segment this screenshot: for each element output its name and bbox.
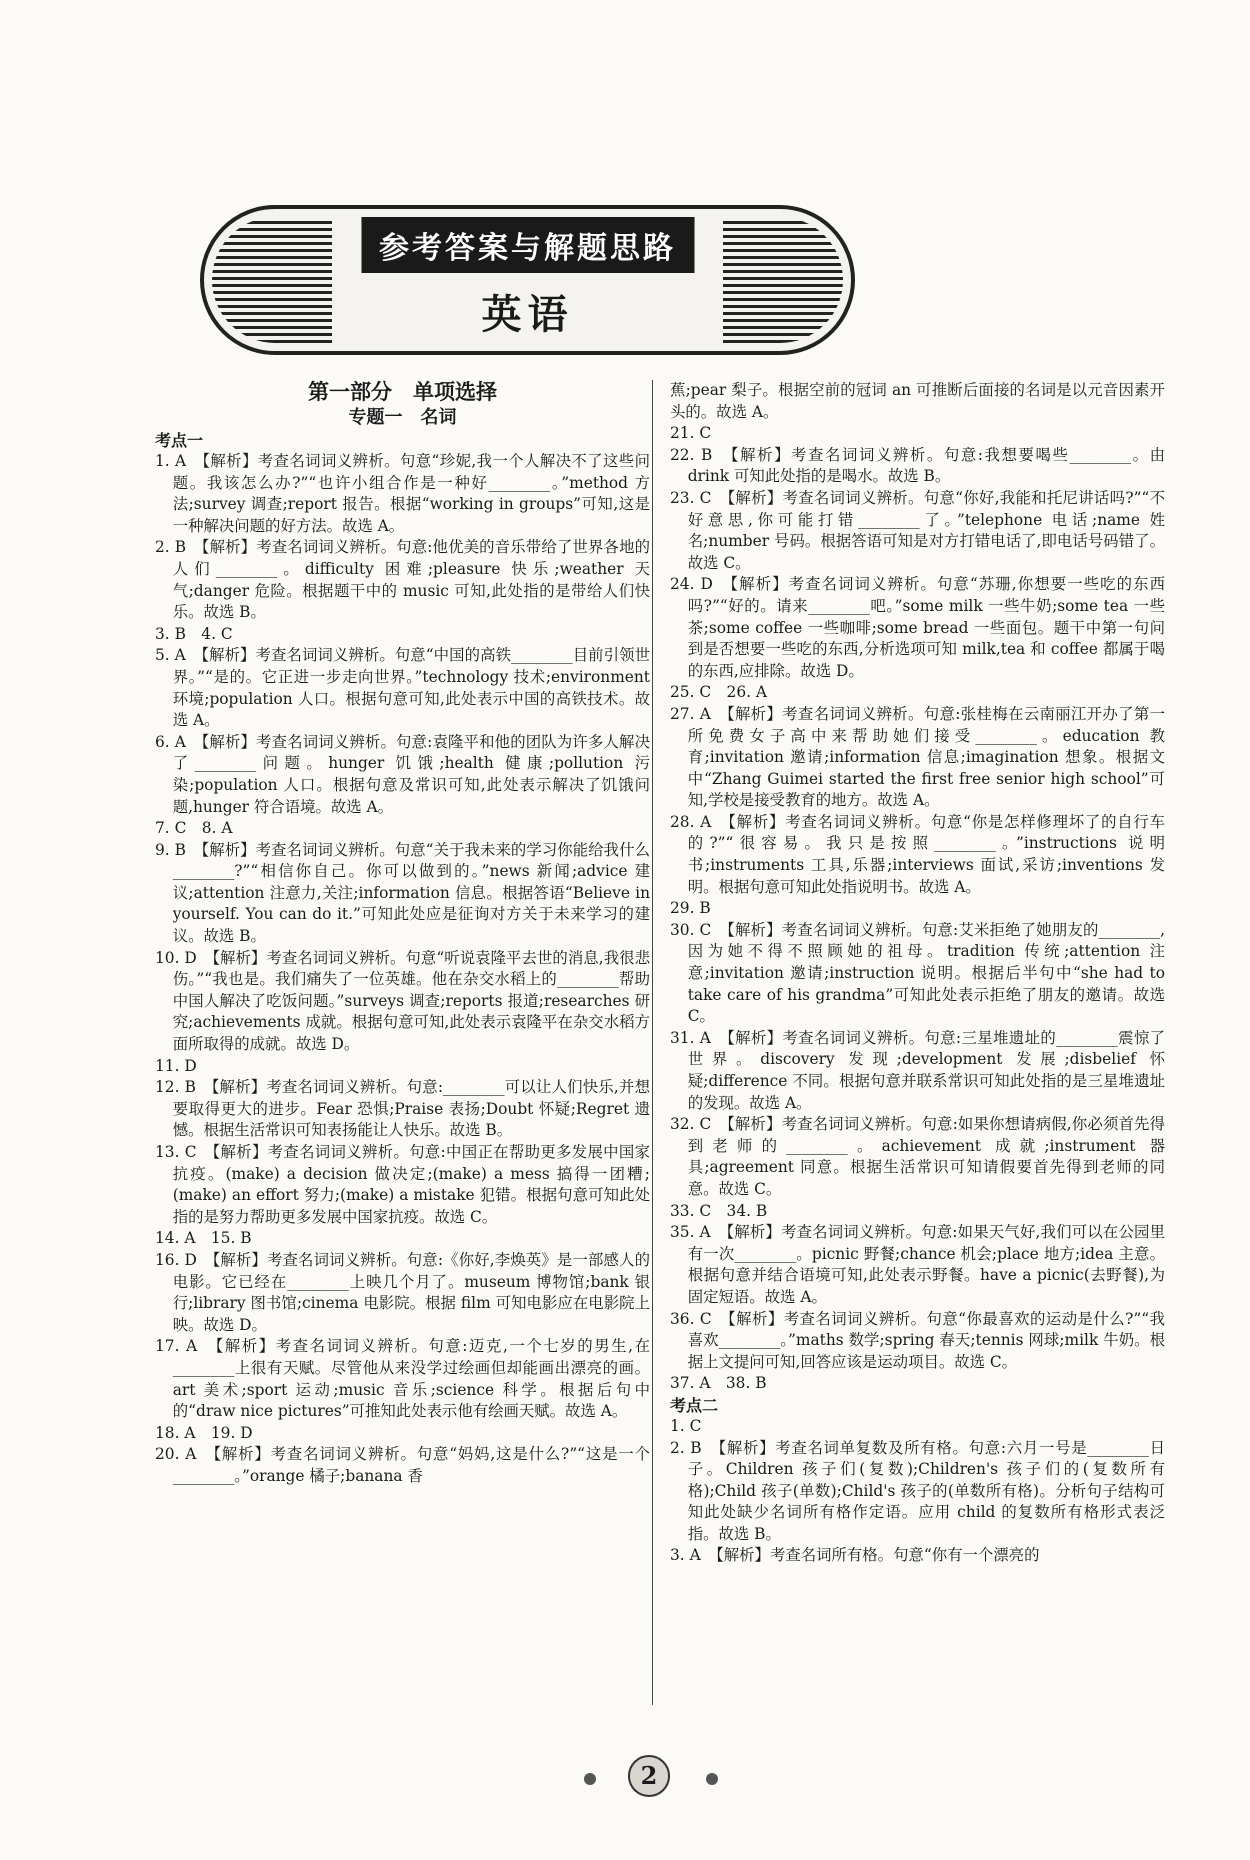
answer-entry: 36. C 【解析】考查名词词义辨析。句意“你最喜欢的运动是什么?”“我喜欢________。”maths 数学;spring 春天;tennis 网球;milk 牛奶。根据上文提问可知,回答应该是运动项目。故选 C。 xyxy=(670,1309,1165,1371)
banner-title: 参考答案与解题思路 xyxy=(361,217,694,273)
answer-entry: 33. C 34. B xyxy=(670,1201,768,1220)
answer-entry: 18. A 19. D xyxy=(155,1423,253,1442)
page-footer xyxy=(0,1755,1250,1805)
answer-entry: 28. A 【解析】考查名词词义辨析。句意“你是怎样修理坏了的自行车的?”“很容易。我只是按照________。”instructions 说明书;instruments 工具,乐器;interviews 面试,采访;inventions 发明。根据句意可知此处指说明书。故选 A。 xyxy=(670,812,1165,896)
answer-entry: 20. A 【解析】考查名词词义辨析。句意“妈妈,这是什么?”“这是一个________。”orange 橘子;banana 香 xyxy=(155,1445,650,1485)
left-column xyxy=(155,378,650,1488)
answer-entry: 13. C 【解析】考查名词词义辨析。句意:中国正在帮助更多发展中国家抗疫。(make) a decision 做决定;(make) a mess 搞得一团糟;(make) an effort 努力;(make) a mistake 犯错。根据句意可知此处指的是努力帮助更多发展中国家抗疫。故选 C。 xyxy=(155,1143,650,1226)
answer-entry: 1. A 【解析】考查名词词义辨析。句意“珍妮,我一个人解决不了这些问题。我该怎么办?”“也许小组合作是一种好________。”method 方法;survey 调查;report 报告。根据“working in groups”可知,这是一种解决问题的好方法。故选 A。 xyxy=(155,452,650,535)
answer-entry: 6. A 【解析】考查名词词义辨析。句意:袁隆平和他的团队为许多人解决了________问题。hunger 饥饿;health 健康;pollution 污染;population 人口。根据句意及常识可知,此处表示解决了饥饿问题,hunger 符合语境。故选 A。 xyxy=(155,732,650,816)
part-title: 第一部分 单项选择 xyxy=(308,380,497,404)
answer-entry: 11. D xyxy=(155,1056,197,1075)
answer-entry: 35. A 【解析】考查名词词义辨析。句意:如果天气好,我们可以在公园里有一次________。picnic 野餐;chance 机会;place 地方;idea 主意。根据句意并结合语境可知,此处表示野餐。have a picnic(去野餐),为固定短语。故选 A。 xyxy=(670,1223,1165,1306)
answer-entry: 30. C 【解析】考查名词词义辨析。句意:艾米拒绝了她朋友的________,因为她不得不照顾她的祖母。tradition 传统;attention 注意;invitation 邀请;instruction 说明。根据后半句中“she had to take care of his grandma”可知此处表示拒绝了朋友的邀请。故选 C。 xyxy=(670,920,1165,1026)
footer-dot-left xyxy=(584,1773,596,1785)
answer-entry: 21. C xyxy=(670,424,712,443)
answer-entry: 2. B 【解析】考查名词单复数及所有格。句意:六月一号是________日子。Children 孩子们(复数);Children's 孩子们的(复数所有格);Child 孩子(单数);Child's 孩子的(单数所有格)。分析句子结构可知此处缺少名词所有格作定语。应用 child 的复数所有格形式表泛指。故选 B。 xyxy=(670,1438,1165,1543)
answer-entry: 3. B 4. C xyxy=(155,624,233,643)
answer-entry: 16. D 【解析】考查名词词义辨析。句意:《你好,李焕英》是一部感人的电影。它已经在________上映几个月了。museum 博物馆;bank 银行;library 图书馆;cinema 电影院。根据 film 可知电影应在电影院上映。故选 D。 xyxy=(155,1250,650,1334)
answer-entry: 2. B 【解析】考查名词词义辨析。句意:他优美的音乐带给了世界各地的人们________。difficulty 困难;pleasure 快乐;weather 天气;danger 危险。根据题干中的 music 可知,此处指的是带给人们快乐。故选 B。 xyxy=(155,538,650,622)
banner-hatch-left xyxy=(212,217,332,343)
answer-entry: 32. C 【解析】考查名词词义辨析。句意:如果你想请病假,你必须首先得到老师的________。achievement 成就;instrument 器具;agreement 同意。根据生活常识可知请假要首先得到老师的同意。故选 C。 xyxy=(670,1115,1165,1198)
answer-entry: 9. B 【解析】考查名词词义辨析。句意“关于我未来的学习你能给我什么________?”“相信你自己。你可以做到的。”news 新闻;advice 建议;attention 注意力,关注;information 信息。根据答语“Believe in yourself. You can do it.”可知此处应是征询对方关于未来学习的建议。故选 B。 xyxy=(155,840,650,946)
answer-entry: 7. C 8. A xyxy=(155,819,233,838)
answer-entry: 27. A 【解析】考查名词词义辨析。句意:张桂梅在云南丽江开办了第一所免费女子高中来帮助她们接受________。education 教育;invitation 邀请;information 信息;imagination 想象。根据文中“Zhang Guimei started the first free senior high school”可知,学校是接受教育的地方。故选 A。 xyxy=(670,704,1165,810)
answer-entry: 14. A 15. B xyxy=(155,1229,252,1248)
right-column xyxy=(670,380,1165,1567)
answer-entry: 17. A 【解析】考查名词词义辨析。句意:迈克,一个七岁的男生,在________上很有天赋。尽管他从来没学过绘画但却能画出漂亮的画。art 美术;sport 运动;music 音乐;science 科学。根据后句中的“draw nice pictures”可推知此处表示他有绘画天赋。故选 A。 xyxy=(155,1337,650,1421)
answer-entry-continued: 蕉;pear 梨子。根据空前的冠词 an 可推断后面接的名词是以元音因素开头的。故选 A。 xyxy=(670,381,1165,421)
answer-entry: 31. A 【解析】考查名词词义辨析。句意:三星堆遗址的________震惊了世界。discovery 发现;development 发展;disbelief 怀疑;difference 不同。根据句意并联系常识可知此处指的是三星堆遗址的发现。故选 A。 xyxy=(670,1028,1166,1112)
answer-entry: 3. A 【解析】考查名词所有格。句意“你有一个漂亮的 xyxy=(670,1546,1040,1565)
answer-entry: 29. B xyxy=(670,899,711,918)
answer-entry: 25. C 26. A xyxy=(670,683,768,702)
answer-entry: 12. B 【解析】考查名词词义辨析。句意:________可以让人们快乐,并想要取得更大的进步。Fear 恐惧;Praise 表扬;Doubt 怀疑;Regret 遗憾。根据生活常识可知表扬能让人快乐。故选 B。 xyxy=(155,1078,650,1140)
exam-point-heading: 考点一 xyxy=(155,431,204,450)
banner-hatch-right xyxy=(723,217,843,343)
column-divider xyxy=(652,380,653,1705)
topic-title: 专题一 名词 xyxy=(348,407,457,428)
answer-entry: 1. C xyxy=(670,1416,702,1435)
exam-point-heading: 考点二 xyxy=(670,1395,719,1415)
answer-entry: 10. D 【解析】考查名词词义辨析。句意“听说袁隆平去世的消息,我很悲伤。”“我也是。我们痛失了一位英雄。他在杂交水稻上的________帮助中国人解决了吃饭问题。”surveys 调查;reports 报道;researches 研究;achievements 成就。根据句意可知,此处表示袁隆平在杂交水稻方面所取得的成就。故选 D。 xyxy=(155,948,650,1054)
answer-entry: 24. D 【解析】考查名词词义辨析。句意“苏珊,你想要一些吃的东西吗?”“好的。请来________吧。”some milk 一些牛奶;some tea 一些茶;some coffee 一些咖啡;some bread 一些面包。题干中第一句问到是否想要一些吃的东西,分析选项可知 milk,tea 和 coffee 都属于喝的东西,应排除。故选 D。 xyxy=(670,575,1165,680)
header-banner xyxy=(200,205,855,355)
answer-entry: 37. A 38. B xyxy=(670,1374,767,1393)
banner-subject: 英语 xyxy=(481,292,574,338)
answer-entry: 23. C 【解析】考查名词词义辨析。句意“你好,我能和托尼讲话吗?”“不好意思,你可能打错________了。”telephone 电话;name 姓名;number 号码。根据答语可知是对方打错电话了,即电话号码错了。故选 C。 xyxy=(670,488,1165,572)
footer-dot-right xyxy=(706,1773,718,1785)
answer-entry: 5. A 【解析】考查名词词义辨析。句意“中国的高铁________目前引领世界。”“是的。它正进一步走向世界。”technology 技术;environment 环境;population 人口。根据句意可知,此处表示中国的高铁技术。故选 A。 xyxy=(155,646,650,730)
page-number: 2 xyxy=(628,1755,670,1797)
answer-entry: 22. B 【解析】考查名词词义辨析。句意:我想要喝些________。由 drink 可知此处指的是喝水。故选 B。 xyxy=(670,445,1165,486)
